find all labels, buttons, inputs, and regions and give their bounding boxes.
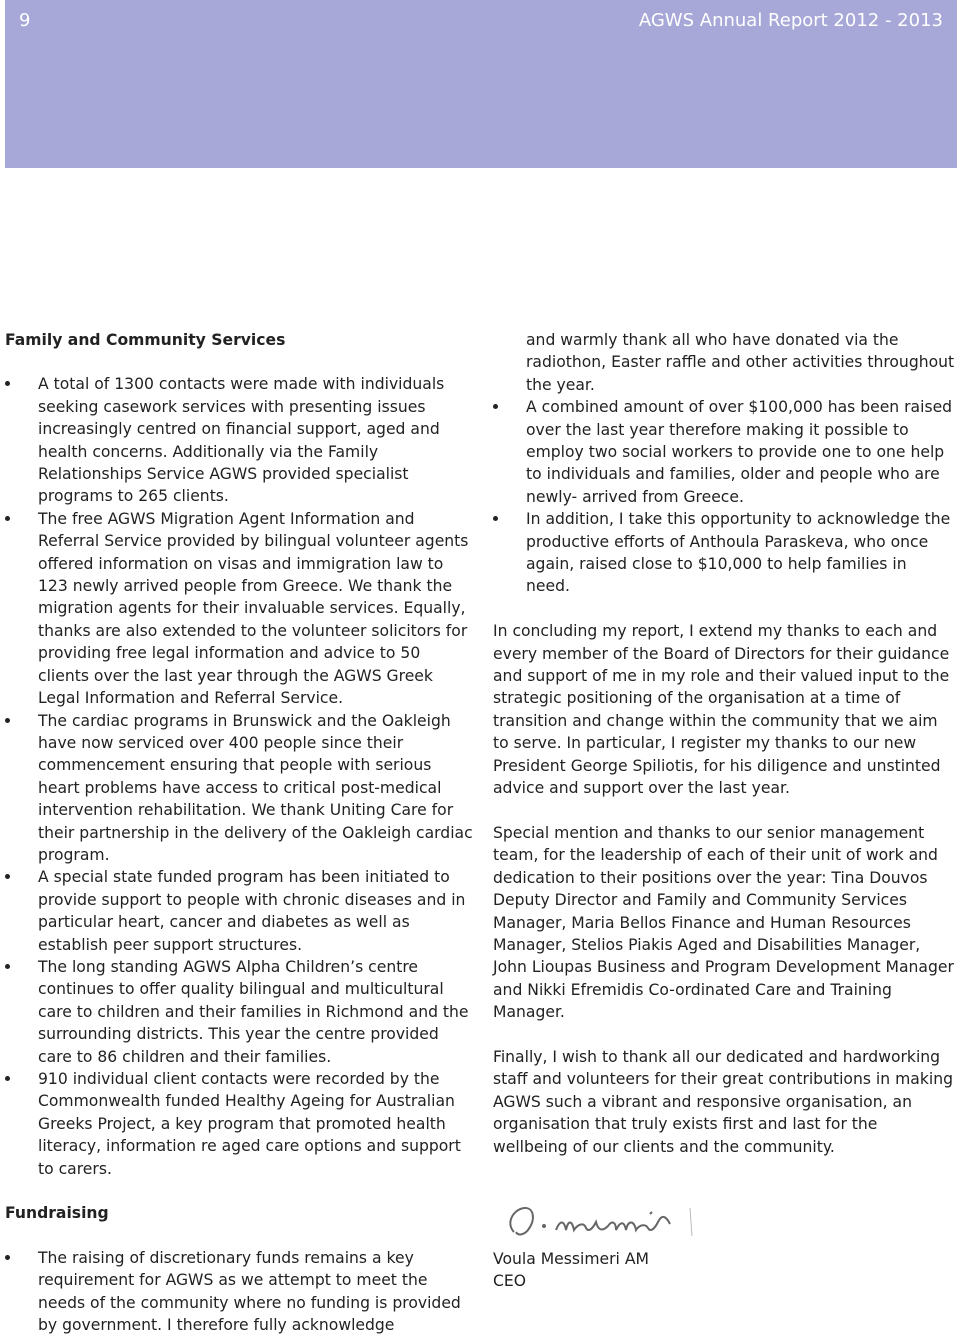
right-column xyxy=(493,329,955,1180)
fundraising-list xyxy=(5,1247,475,1337)
signer-role: CEO xyxy=(493,1272,527,1291)
signature-block xyxy=(493,1248,649,1293)
family-services-heading: Family and Community Services xyxy=(5,331,286,349)
list-item: A combined amount of over $100,000 has been raised over the last year therefore making it possible to employ two social workers to provide one to one help to individuals and families, older and people who are newly- arrived from Greece. xyxy=(493,396,955,508)
list-item: A special state funded program has been initiated to provide support to people with chronic diseases and in particular heart, cancer and diabetes as well as establish peer support structures. xyxy=(5,866,475,956)
fundraising-list-continued xyxy=(493,396,955,598)
paragraph: Special mention and thanks to our senior management team, for the leadership of each of their unit of work and dedication to their positions over the year: Tina Douvos Deputy Director and Family and Community Services Manager, Maria Bellos Finance and Human Resources Manager, Stelios Piakis Aged and Disabilities Manager, John Lioupas Business and Program Development Manager and Nikki Efremidis Co-ordinated Care and Training Manager. xyxy=(493,823,954,1022)
fundraising-heading: Fundraising xyxy=(5,1204,109,1222)
signature-image xyxy=(500,1196,730,1248)
page-number: 9 xyxy=(19,10,31,31)
report-title: AGWS Annual Report 2012 - 2013 xyxy=(638,10,943,31)
list-item: The free AGWS Migration Agent Information and Referral Service provided by bilingual volunteer agents offered information on visas and immigration law to 123 newly arrived people from Greece. We thank the migration agents for their invaluable services. Equally, thanks are also extended to the volunteer solicitors for providing free legal information and advice to 50 clients over the last year through the AGWS Greek Legal Information and Referral Service. xyxy=(5,508,475,710)
list-item: The raising of discretionary funds remains a key requirement for AGWS as we attempt to meet the needs of the community where no funding is provided by government. I therefore fully acknowledge xyxy=(5,1247,475,1337)
list-item: The cardiac programs in Brunswick and the Oakleigh have now serviced over 400 people since their commencement ensuring that people with serious heart problems have access to critical post-medical intervention rehabilitation. We thank Uniting Care for their partnership in the delivery of the Oakleigh cardiac program. xyxy=(5,710,475,867)
list-item: 910 individual client contacts were recorded by the Commonwealth funded Healthy Ageing for Australian Greeks Project, a key program that promoted health literacy, information re aged care options and support to carers. xyxy=(5,1068,475,1180)
list-item: A total of 1300 contacts were made with individuals seeking casework services with presenting issues increasingly centred on financial support, aged and health concerns. Additionally via the Family Relationships Service AGWS provided specialist programs to 265 clients. xyxy=(5,373,475,507)
left-column xyxy=(5,329,475,1180)
paragraph: Finally, I wish to thank all our dedicated and hardworking staff and volunteers for their great contributions in making AGWS such a vibrant and responsive organisation, an organisation that truly exists first and last for the wellbeing of our clients and the community. xyxy=(493,1047,953,1156)
list-item: The long standing AGWS Alpha Children’s centre continues to offer quality bilingual and multicultural care to children and their families in Richmond and the surrounding districts. This year the centre provided care to 86 children and their families. xyxy=(5,956,475,1068)
fundraising-continuation: and warmly thank all who have donated via the radiothon, Easter raffle and other activities throughout the year. xyxy=(526,331,955,394)
paragraph: In concluding my report, I extend my thanks to each and every member of the Board of Directors for their guidance and support of me in my role and their valued input to the strategic positioning of the organisation at a time of transition and change within the community that we aim to serve. In particular, I register my thanks to our new President George Spiliotis, for his diligence and unstinted advice and support over the last year. xyxy=(493,622,950,798)
list-item: In addition, I take this opportunity to acknowledge the productive efforts of Anthoula Paraskeva, who once again, raised close to $10,000 to help families in need. xyxy=(493,508,955,598)
signer-name: Voula Messimeri AM xyxy=(493,1250,649,1268)
page-header xyxy=(5,0,957,168)
family-services-list xyxy=(5,373,475,1180)
